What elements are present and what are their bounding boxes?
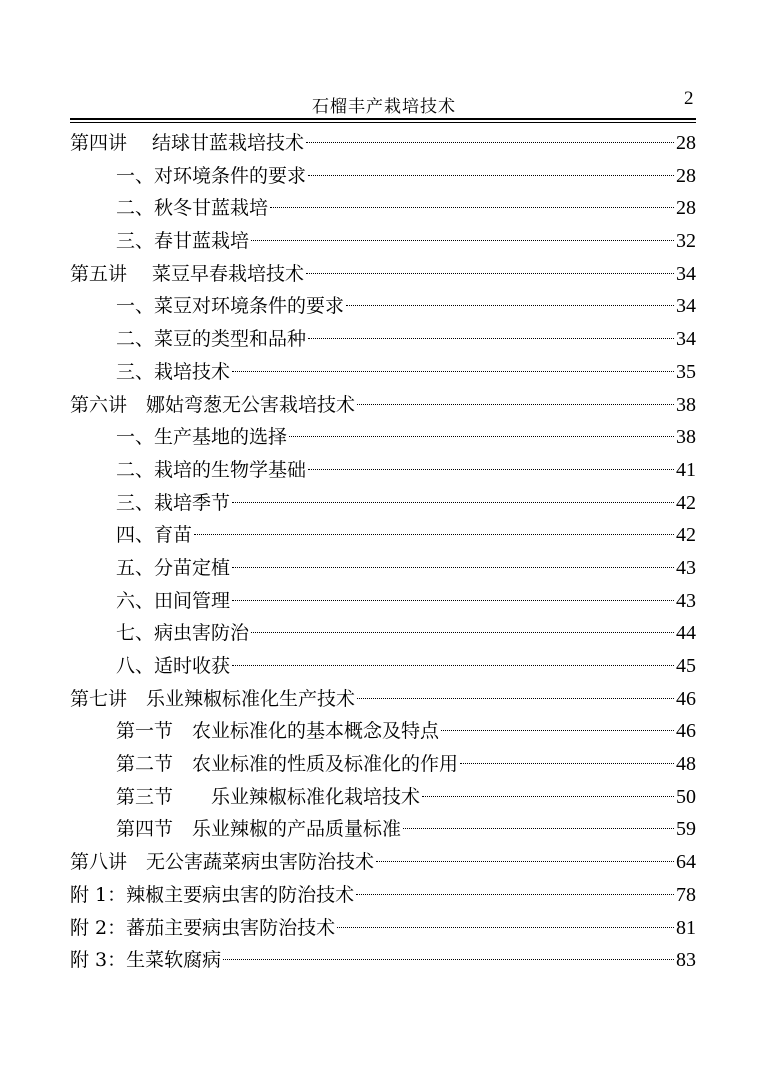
toc-entry-label: 第八讲 无公害蔬菜病虫害防治技术 — [70, 851, 375, 874]
toc-entry-label: 六、田间管理 — [116, 589, 231, 612]
toc-entry-page: 28 — [676, 132, 696, 154]
toc-entry-page: 48 — [676, 753, 696, 776]
toc-entry-label: 第二节 农业标准的性质及标准化的作用 — [116, 753, 459, 776]
running-header-title: 石榴丰产栽培技术 — [312, 97, 456, 117]
toc-entry-label: 三、栽培技术 — [116, 360, 231, 383]
toc-entry-label: 七、病虫害防治 — [116, 622, 250, 645]
toc-entry-page: 44 — [676, 622, 696, 645]
toc-entry-label: 第五讲 菜豆早春栽培技术 — [70, 262, 305, 285]
toc-entry-page: 43 — [676, 556, 696, 579]
toc-entry-label: 第六讲 娜姑弯葱无公害栽培技术 — [70, 393, 356, 416]
toc-entry-page: 45 — [676, 655, 696, 677]
toc-entry-page: 42 — [676, 524, 696, 547]
dot-leader — [422, 796, 674, 797]
toc-entry[interactable] — [70, 912, 696, 945]
toc-subentry[interactable] — [70, 552, 696, 585]
toc-entry-label: 一、菜豆对环境条件的要求 — [116, 295, 345, 318]
toc-subentry[interactable] — [70, 356, 696, 389]
toc-entry[interactable] — [70, 258, 696, 291]
toc-entry-label: 二、菜豆的类型和品种 — [116, 328, 307, 351]
dot-leader — [308, 469, 674, 470]
toc-entry-label: 第三节 乐业辣椒标准化栽培技术 — [116, 785, 421, 808]
dot-leader — [232, 502, 674, 503]
toc-entry-label: 附 2：蕃茄主要病虫害防治技术 — [70, 916, 336, 939]
dot-leader — [357, 698, 674, 699]
dot-leader — [308, 175, 674, 176]
toc-subentry[interactable] — [70, 813, 696, 846]
toc-entry-label: 二、秋冬甘蓝栽培 — [116, 197, 269, 220]
dot-leader — [356, 894, 674, 895]
toc-subentry[interactable] — [70, 225, 696, 258]
toc-subentry[interactable] — [70, 781, 696, 814]
toc-entry[interactable] — [70, 389, 696, 422]
toc-subentry[interactable] — [70, 585, 696, 618]
dot-leader — [194, 534, 674, 535]
header-rule-thick — [70, 118, 696, 120]
toc-entry[interactable] — [70, 683, 696, 716]
toc-entry-page: 46 — [676, 687, 696, 710]
table-of-contents — [70, 127, 696, 977]
toc-subentry[interactable] — [70, 290, 696, 323]
toc-entry[interactable] — [70, 846, 696, 879]
page-number: 2 — [684, 88, 694, 109]
toc-subentry[interactable] — [70, 650, 696, 683]
dot-leader — [289, 436, 674, 437]
toc-entry-page: 46 — [676, 720, 696, 743]
toc-entry-page: 35 — [676, 360, 696, 383]
toc-entry-label: 五、分苗定植 — [116, 556, 231, 579]
toc-entry-label: 一、对环境条件的要求 — [116, 164, 307, 187]
dot-leader — [460, 763, 674, 764]
toc-entry-label: 三、春甘蓝栽培 — [116, 230, 250, 253]
toc-entry-page: 38 — [676, 393, 696, 416]
toc-entry-label: 二、栽培的生物学基础 — [116, 458, 307, 481]
toc-entry-label: 第四节 乐业辣椒的产品质量标准 — [116, 818, 402, 841]
dot-leader — [441, 730, 674, 731]
toc-entry-label: 八、适时收获 — [116, 655, 231, 677]
toc-entry[interactable] — [70, 127, 696, 160]
toc-entry-page: 50 — [676, 785, 696, 808]
toc-entry-page: 64 — [676, 851, 696, 874]
dot-leader — [337, 927, 674, 928]
toc-entry-page: 34 — [676, 328, 696, 351]
toc-entry-page: 32 — [676, 230, 696, 253]
toc-entry-page: 43 — [676, 589, 696, 612]
toc-entry-page: 34 — [676, 295, 696, 318]
dot-leader — [251, 632, 674, 633]
dot-leader — [270, 207, 674, 208]
toc-subentry[interactable] — [70, 748, 696, 781]
toc-entry-page: 38 — [676, 426, 696, 449]
toc-entry-label: 附 3：生菜软腐病 — [70, 949, 222, 972]
dot-leader — [306, 273, 674, 274]
toc-entry-label: 一、生产基地的选择 — [116, 426, 288, 449]
toc-entry-label: 三、栽培季节 — [116, 491, 231, 514]
dot-leader — [357, 404, 674, 405]
dot-leader — [223, 959, 674, 960]
toc-entry-page: 78 — [676, 883, 696, 906]
toc-subentry[interactable] — [70, 487, 696, 520]
dot-leader — [232, 665, 674, 666]
toc-entry[interactable] — [70, 879, 696, 912]
toc-entry-label: 附 1：辣椒主要病虫害的防治技术 — [70, 883, 355, 906]
toc-subentry[interactable] — [70, 617, 696, 650]
dot-leader — [251, 240, 674, 241]
toc-entry-label: 第四讲 结球甘蓝栽培技术 — [70, 132, 305, 154]
toc-entry-page: 42 — [676, 491, 696, 514]
toc-entry-page: 83 — [676, 949, 696, 972]
header-rule-thin — [70, 122, 696, 123]
toc-entry-page: 81 — [676, 916, 696, 939]
toc-entry-page: 28 — [676, 197, 696, 220]
dot-leader — [232, 371, 674, 372]
toc-entry-page: 34 — [676, 262, 696, 285]
dot-leader — [403, 828, 674, 829]
toc-subentry[interactable] — [70, 323, 696, 356]
toc-entry-page: 28 — [676, 164, 696, 187]
dot-leader — [306, 142, 674, 143]
toc-subentry[interactable] — [70, 715, 696, 748]
toc-entry-label: 第一节 农业标准化的基本概念及特点 — [116, 720, 440, 743]
toc-subentry[interactable] — [70, 519, 696, 552]
dot-leader — [376, 861, 674, 862]
toc-entry-label: 四、育苗 — [116, 524, 193, 547]
toc-subentry[interactable] — [70, 421, 696, 454]
toc-entry[interactable] — [70, 944, 696, 977]
dot-leader — [232, 567, 674, 568]
dot-leader — [232, 600, 674, 601]
toc-entry-page: 41 — [676, 458, 696, 481]
toc-subentry[interactable] — [70, 454, 696, 487]
toc-subentry[interactable] — [70, 192, 696, 225]
toc-entry-label: 第七讲 乐业辣椒标准化生产技术 — [70, 687, 356, 710]
dot-leader — [346, 305, 674, 306]
toc-entry-page: 59 — [676, 818, 696, 841]
dot-leader — [308, 338, 674, 339]
toc-subentry[interactable] — [70, 160, 696, 193]
